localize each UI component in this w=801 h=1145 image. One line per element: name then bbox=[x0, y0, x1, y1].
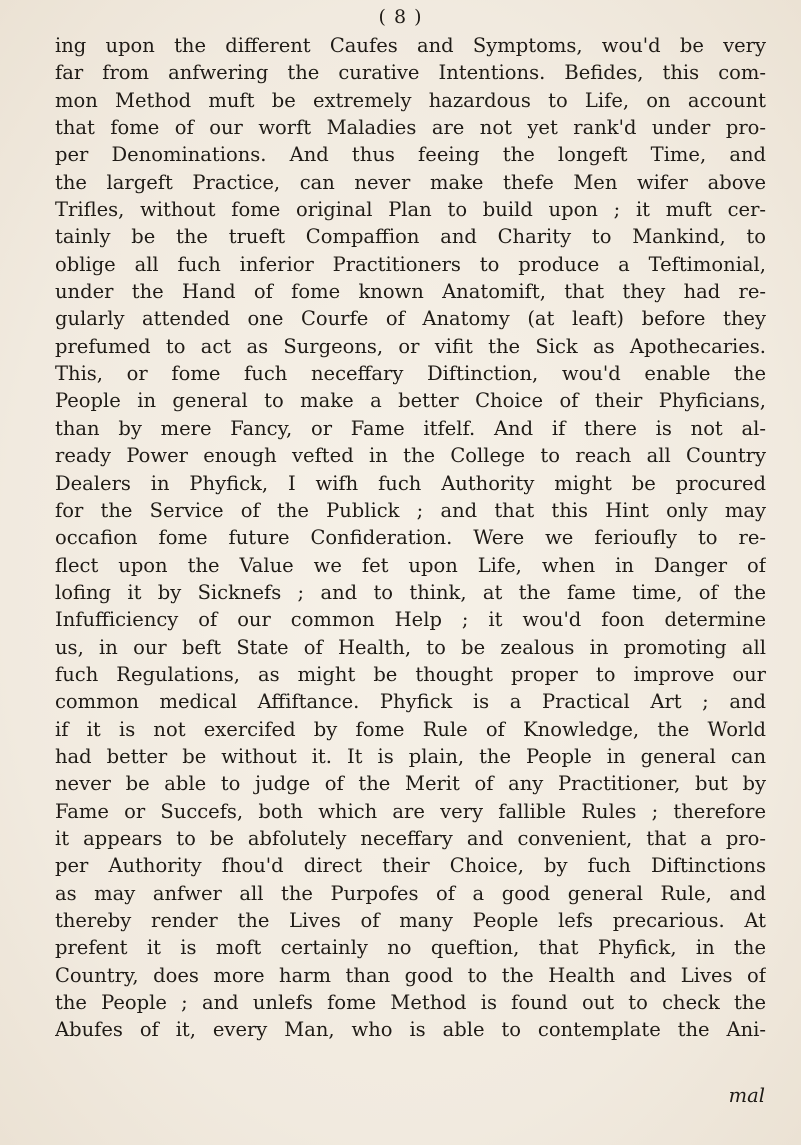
text-line: People in general to make a better Choice of their Phyficians, bbox=[55, 389, 766, 413]
text-line: occafion fome future Confideration. Were we ferioufly to re- bbox=[55, 526, 766, 550]
text-line: per Denominations. And thus feeing the longeft Time, and bbox=[55, 143, 766, 167]
text-line: Country, does more harm than good to the Health and Lives of bbox=[55, 963, 766, 987]
text-line: Trifles, without fome original Plan to build upon ; it muft cer- bbox=[55, 198, 766, 222]
text-line: gularly attended one Courfe of Anatomy (at leaft) before they bbox=[55, 307, 766, 331]
text-line: never be able to judge of the Merit of any Practitioner, but by bbox=[55, 772, 766, 796]
text-line: fuch Regulations, as might be thought proper to improve our bbox=[55, 662, 766, 686]
text-line: than by mere Fancy, or Fame itfelf. And if there is not al- bbox=[55, 416, 766, 440]
text-line: the People ; and unlefs fome Method is found out to check the bbox=[55, 991, 766, 1015]
text-line: for the Service of the Publick ; and that this Hint only may bbox=[55, 498, 766, 522]
text-line: under the Hand of fome known Anatomift, that they had re- bbox=[55, 280, 766, 304]
catchword: mal bbox=[728, 1084, 765, 1107]
text-line: This, or fome fuch neceffary Diftinction, wou'd enable the bbox=[55, 362, 766, 386]
text-line: ing upon the different Caufes and Symptoms, wou'd be very bbox=[55, 34, 766, 57]
text-line: if it is not exercifed by fome Rule of Knowledge, the World bbox=[55, 717, 766, 741]
text-line: Abufes of it, every Man, who is able to contemplate the Ani- bbox=[55, 1018, 766, 1042]
text-line: it appears to be abfolutely neceffary and convenient, that a pro- bbox=[55, 826, 766, 850]
text-line: ready Power enough vefted in the College to reach all Country bbox=[55, 444, 766, 468]
text-line: Dealers in Phyfick, I wifh fuch Authority might be procured bbox=[55, 471, 766, 495]
page-number: ( 8 ) bbox=[378, 6, 423, 28]
text-line: tainly be the trueft Compaffion and Charity to Mankind, to bbox=[55, 225, 766, 249]
text-line: oblige all fuch inferior Practitioners to produce a Teftimonial, bbox=[55, 252, 766, 276]
text-line: us, in our beft State of Health, to be zealous in promoting all bbox=[55, 635, 766, 659]
text-line: Fame or Succefs, both which are very fallible Rules ; therefore bbox=[55, 799, 766, 823]
text-line: as may anfwer all the Purpofes of a good general Rule, and bbox=[55, 881, 766, 905]
text-line: lofing it by Sicknefs ; and to think, at the fame time, of the bbox=[55, 580, 766, 604]
text-line: per Authority fhou'd direct their Choice, by fuch Diftinctions bbox=[55, 854, 766, 878]
text-line: prefumed to act as Surgeons, or vifit the Sick as Apothecaries. bbox=[55, 334, 766, 358]
text-line: the largeft Practice, can never make thefe Men wifer above bbox=[55, 170, 766, 194]
text-line: common medical Affiftance. Phyfick is a Practical Art ; and bbox=[55, 690, 766, 714]
text-line: Infufficiency of our common Help ; it wou'd foon determine bbox=[55, 608, 766, 632]
text-line: far from anfwering the curative Intentions. Befides, this com- bbox=[55, 61, 766, 85]
text-line: flect upon the Value we fet upon Life, when in Danger of bbox=[55, 553, 766, 577]
text-line: that fome of our worft Maladies are not yet rank'd under pro- bbox=[55, 116, 766, 140]
text-line: thereby render the Lives of many People lefs precarious. At bbox=[55, 909, 766, 932]
text-line: prefent it is moft certainly no queftion, that Phyfick, in the bbox=[55, 936, 766, 960]
body-text bbox=[55, 32, 766, 1044]
text-line: had better be without it. It is plain, the People in general can bbox=[55, 744, 766, 768]
text-line: mon Method muft be extremely hazardous to Life, on account bbox=[55, 88, 766, 112]
